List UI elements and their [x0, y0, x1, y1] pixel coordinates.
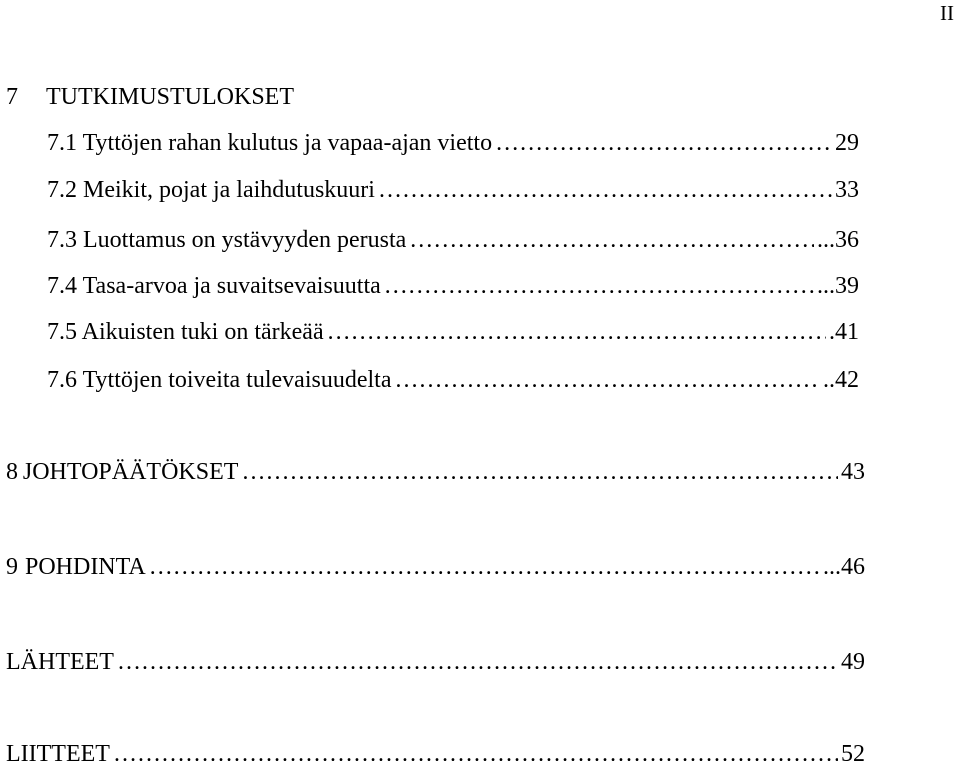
section-title: 7.6 Tyttöjen toiveita tulevaisuudelta	[47, 367, 392, 393]
page-ref: ..42	[823, 367, 859, 393]
page-ref: ...39	[817, 273, 859, 299]
section-title: 7.5 Aikuisten tuki on tärkeää	[47, 319, 324, 345]
page-ref: .41	[829, 319, 859, 345]
chapter-number: 7	[6, 84, 18, 110]
dot-leader	[378, 178, 832, 202]
appendices-title: LIITTEET	[6, 741, 110, 767]
dot-leader	[495, 131, 832, 155]
toc-section-7-4[interactable]	[47, 274, 859, 298]
dot-leader	[113, 742, 838, 766]
page-ref: 52	[841, 741, 865, 767]
toc-section-7-3[interactable]	[47, 228, 859, 252]
toc-chapter-8[interactable]	[6, 460, 865, 484]
toc-chapter-7[interactable]	[6, 85, 294, 109]
page-ref: 29	[835, 130, 859, 156]
toc-chapter-9[interactable]	[6, 555, 865, 579]
page-ref: 33	[835, 177, 859, 203]
chapter-title: TUTKIMUSTULOKSET	[46, 84, 294, 110]
toc-section-7-2[interactable]	[47, 178, 859, 202]
dot-leader	[327, 320, 826, 344]
page-number: II	[940, 1, 954, 25]
section-title: 7.4 Tasa-arvoa ja suvaitsevaisuutta	[47, 273, 381, 299]
chapter-title: POHDINTA	[24, 554, 146, 580]
page-ref: ...46	[823, 554, 865, 580]
toc-section-7-1[interactable]	[47, 131, 859, 155]
chapter-title: JOHTOPÄÄTÖKSET	[22, 459, 239, 485]
section-title: 7.3 Luottamus on ystävyyden perusta	[47, 227, 407, 253]
dot-leader	[394, 368, 820, 392]
dot-leader	[384, 274, 814, 298]
toc-references[interactable]	[6, 650, 865, 674]
toc-section-7-5[interactable]	[47, 320, 859, 344]
chapter-number: 9	[6, 554, 18, 580]
toc-section-7-6[interactable]	[47, 368, 859, 392]
page-ref: ...36	[817, 227, 859, 253]
dot-leader	[149, 555, 820, 579]
section-title: 7.1 Tyttöjen rahan kulutus ja vapaa-ajan vietto	[47, 130, 493, 156]
toc-appendices[interactable]	[6, 742, 865, 766]
page-ref: 49	[841, 649, 865, 675]
section-title: 7.2 Meikit, pojat ja laihdutuskuuri	[47, 177, 375, 203]
dot-leader	[409, 228, 814, 252]
chapter-number: 8	[6, 459, 18, 485]
references-title: LÄHTEET	[6, 649, 114, 675]
dot-leader	[241, 460, 838, 484]
dot-leader	[117, 650, 838, 674]
page-ref: 43	[841, 459, 865, 485]
